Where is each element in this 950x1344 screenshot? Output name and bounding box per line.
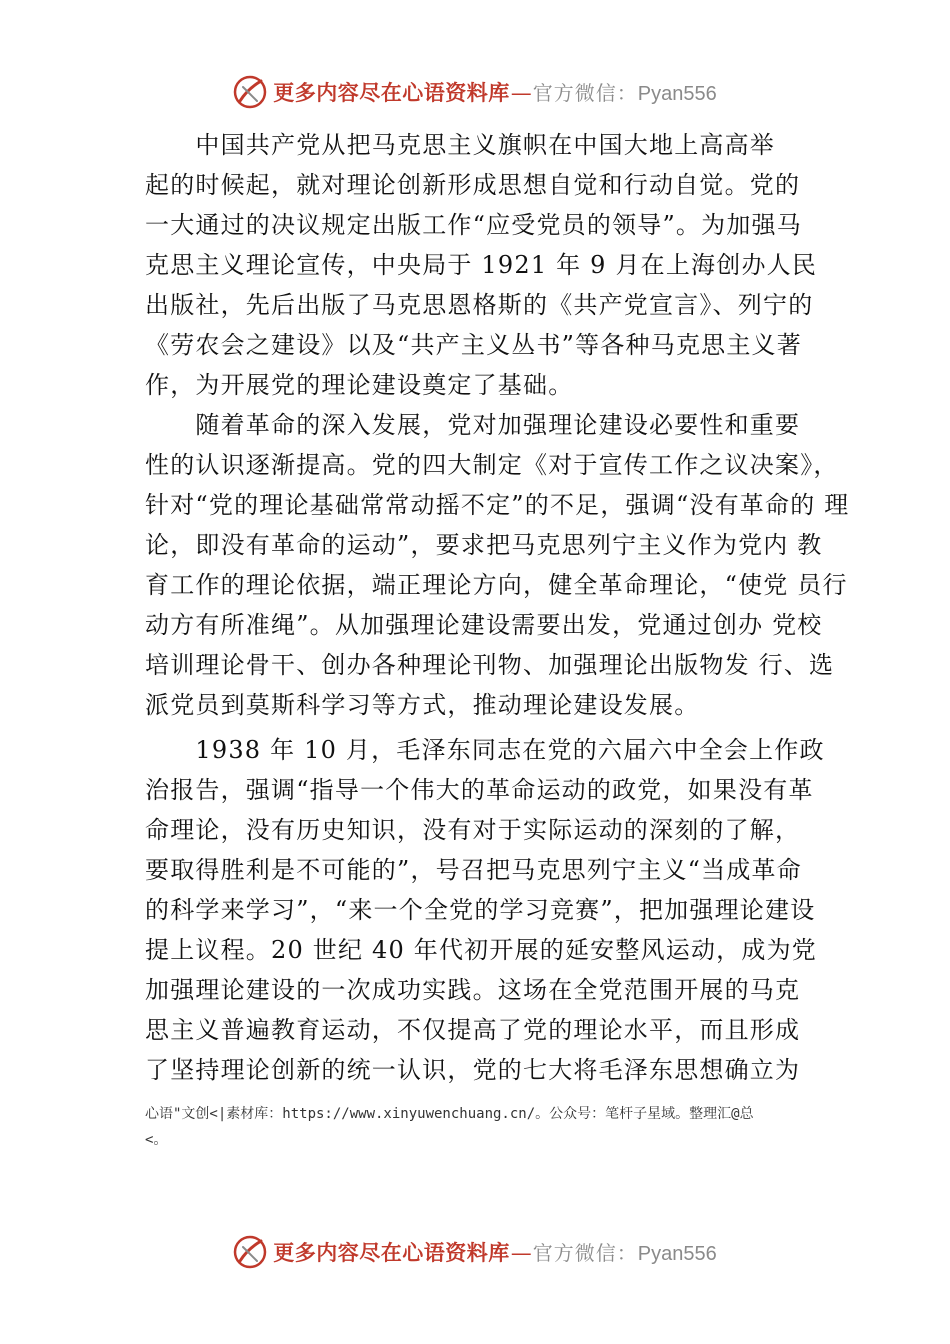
text-line: 随着革命的深入发展，党对加强理论建设必要性和重要 [145,411,801,439]
text-line: 命理论，没有历史知识，没有对于实际运动的深刻的了解， [145,816,801,844]
text-line: 培训理论骨干、创办各种理论刊物、加强理论出版物发 行、选 [145,651,835,679]
banner-text [273,77,716,107]
text-line: 治报告，强调“指导一个伟大的革命运动的政党，如果没有革 [145,776,814,804]
text-line: 一大通过的决议规定出版工作“应受党员的领导”。为加强马 [145,211,802,239]
text-line: 派党员到莫斯科学习等方式，推动理论建设发展。 [145,691,700,719]
text-line: 提上议程。20 世纪 40 年代初开展的延安整风运动，成为党 [145,936,817,964]
text-line: 针对“党的理论基础常常动摇不定”的不足，强调“没有革命的 理 [145,491,850,519]
banner-slogan: 更多内容尽在心语资料库 [273,80,510,105]
text-line: 出版社，先后出版了马克思恩格斯的《共产党宣言》、列宁的 [145,291,814,319]
banner-wechat-id: Pyan556 [637,83,717,105]
text-line: 思主义普遍教育运动，不仅提高了党的理论水平，而且形成 [145,1016,801,1044]
footer-note-line: 心语"文创<|素材库：https://www.xinyuwenchuang.cn/。公众号：笔杆子星域。整理汇@总 [145,1106,754,1122]
footer-note-line: <。 [145,1132,168,1148]
header-banner [0,70,950,114]
banner-wechat-id: Pyan556 [637,1243,717,1265]
banner-wechat-label: 官方微信： [532,81,638,105]
text-line: 《劳农会之建设》以及“共产主义丛书”等各种马克思主义著 [145,331,802,359]
text-line: 性的认识逐渐提高。党的四大制定《对于宣传工作之议决案》， [145,451,839,479]
text-line: 了坚持理论创新的统一认识，党的七大将毛泽东思想确立为 [145,1056,801,1084]
banner-separator: — [510,81,532,105]
text-line: 论，即没有革命的运动”，要求把马克思列宁主义作为党内 教 [145,531,823,559]
text-line: 1938 年 10 月，毛泽东同志在党的六届六中全会上作政 [145,736,825,764]
text-line: 育工作的理论依据，端正理论方向，健全革命理论，“使党 员行 [145,571,848,599]
brush-logo-icon [233,75,267,109]
banner-slogan: 更多内容尽在心语资料库 [273,1240,510,1265]
banner-text [273,1237,716,1267]
banner-wechat-label: 官方微信： [532,1241,638,1265]
text-line: 加强理论建设的一次成功实践。这场在全党范围开展的马克 [145,976,801,1004]
text-line: 的科学来学习”，“来一个全党的学习竞赛”，把加强理论建设 [145,896,816,924]
text-line: 作，为开展党的理论建设奠定了基础。 [145,371,574,399]
text-line: 要取得胜利是不可能的”，号召把马克思列宁主义“当成革命 [145,856,802,884]
text-line: 起的时候起，就对理论创新形成思想自觉和行动自觉。党的 [145,171,801,199]
brush-logo-icon [233,1235,267,1269]
text-line: 中国共产党从把马克思主义旗帜在中国大地上高高举 [145,131,775,159]
banner-separator: — [510,1241,532,1265]
text-line: 克思主义理论宣传，中央局于 1921 年 9 月在上海创办人民 [145,251,818,279]
footer-banner [0,1230,950,1274]
text-line: 动方有所准绳”。从加强理论建设需要出发，党通过创办 党校 [145,611,823,639]
